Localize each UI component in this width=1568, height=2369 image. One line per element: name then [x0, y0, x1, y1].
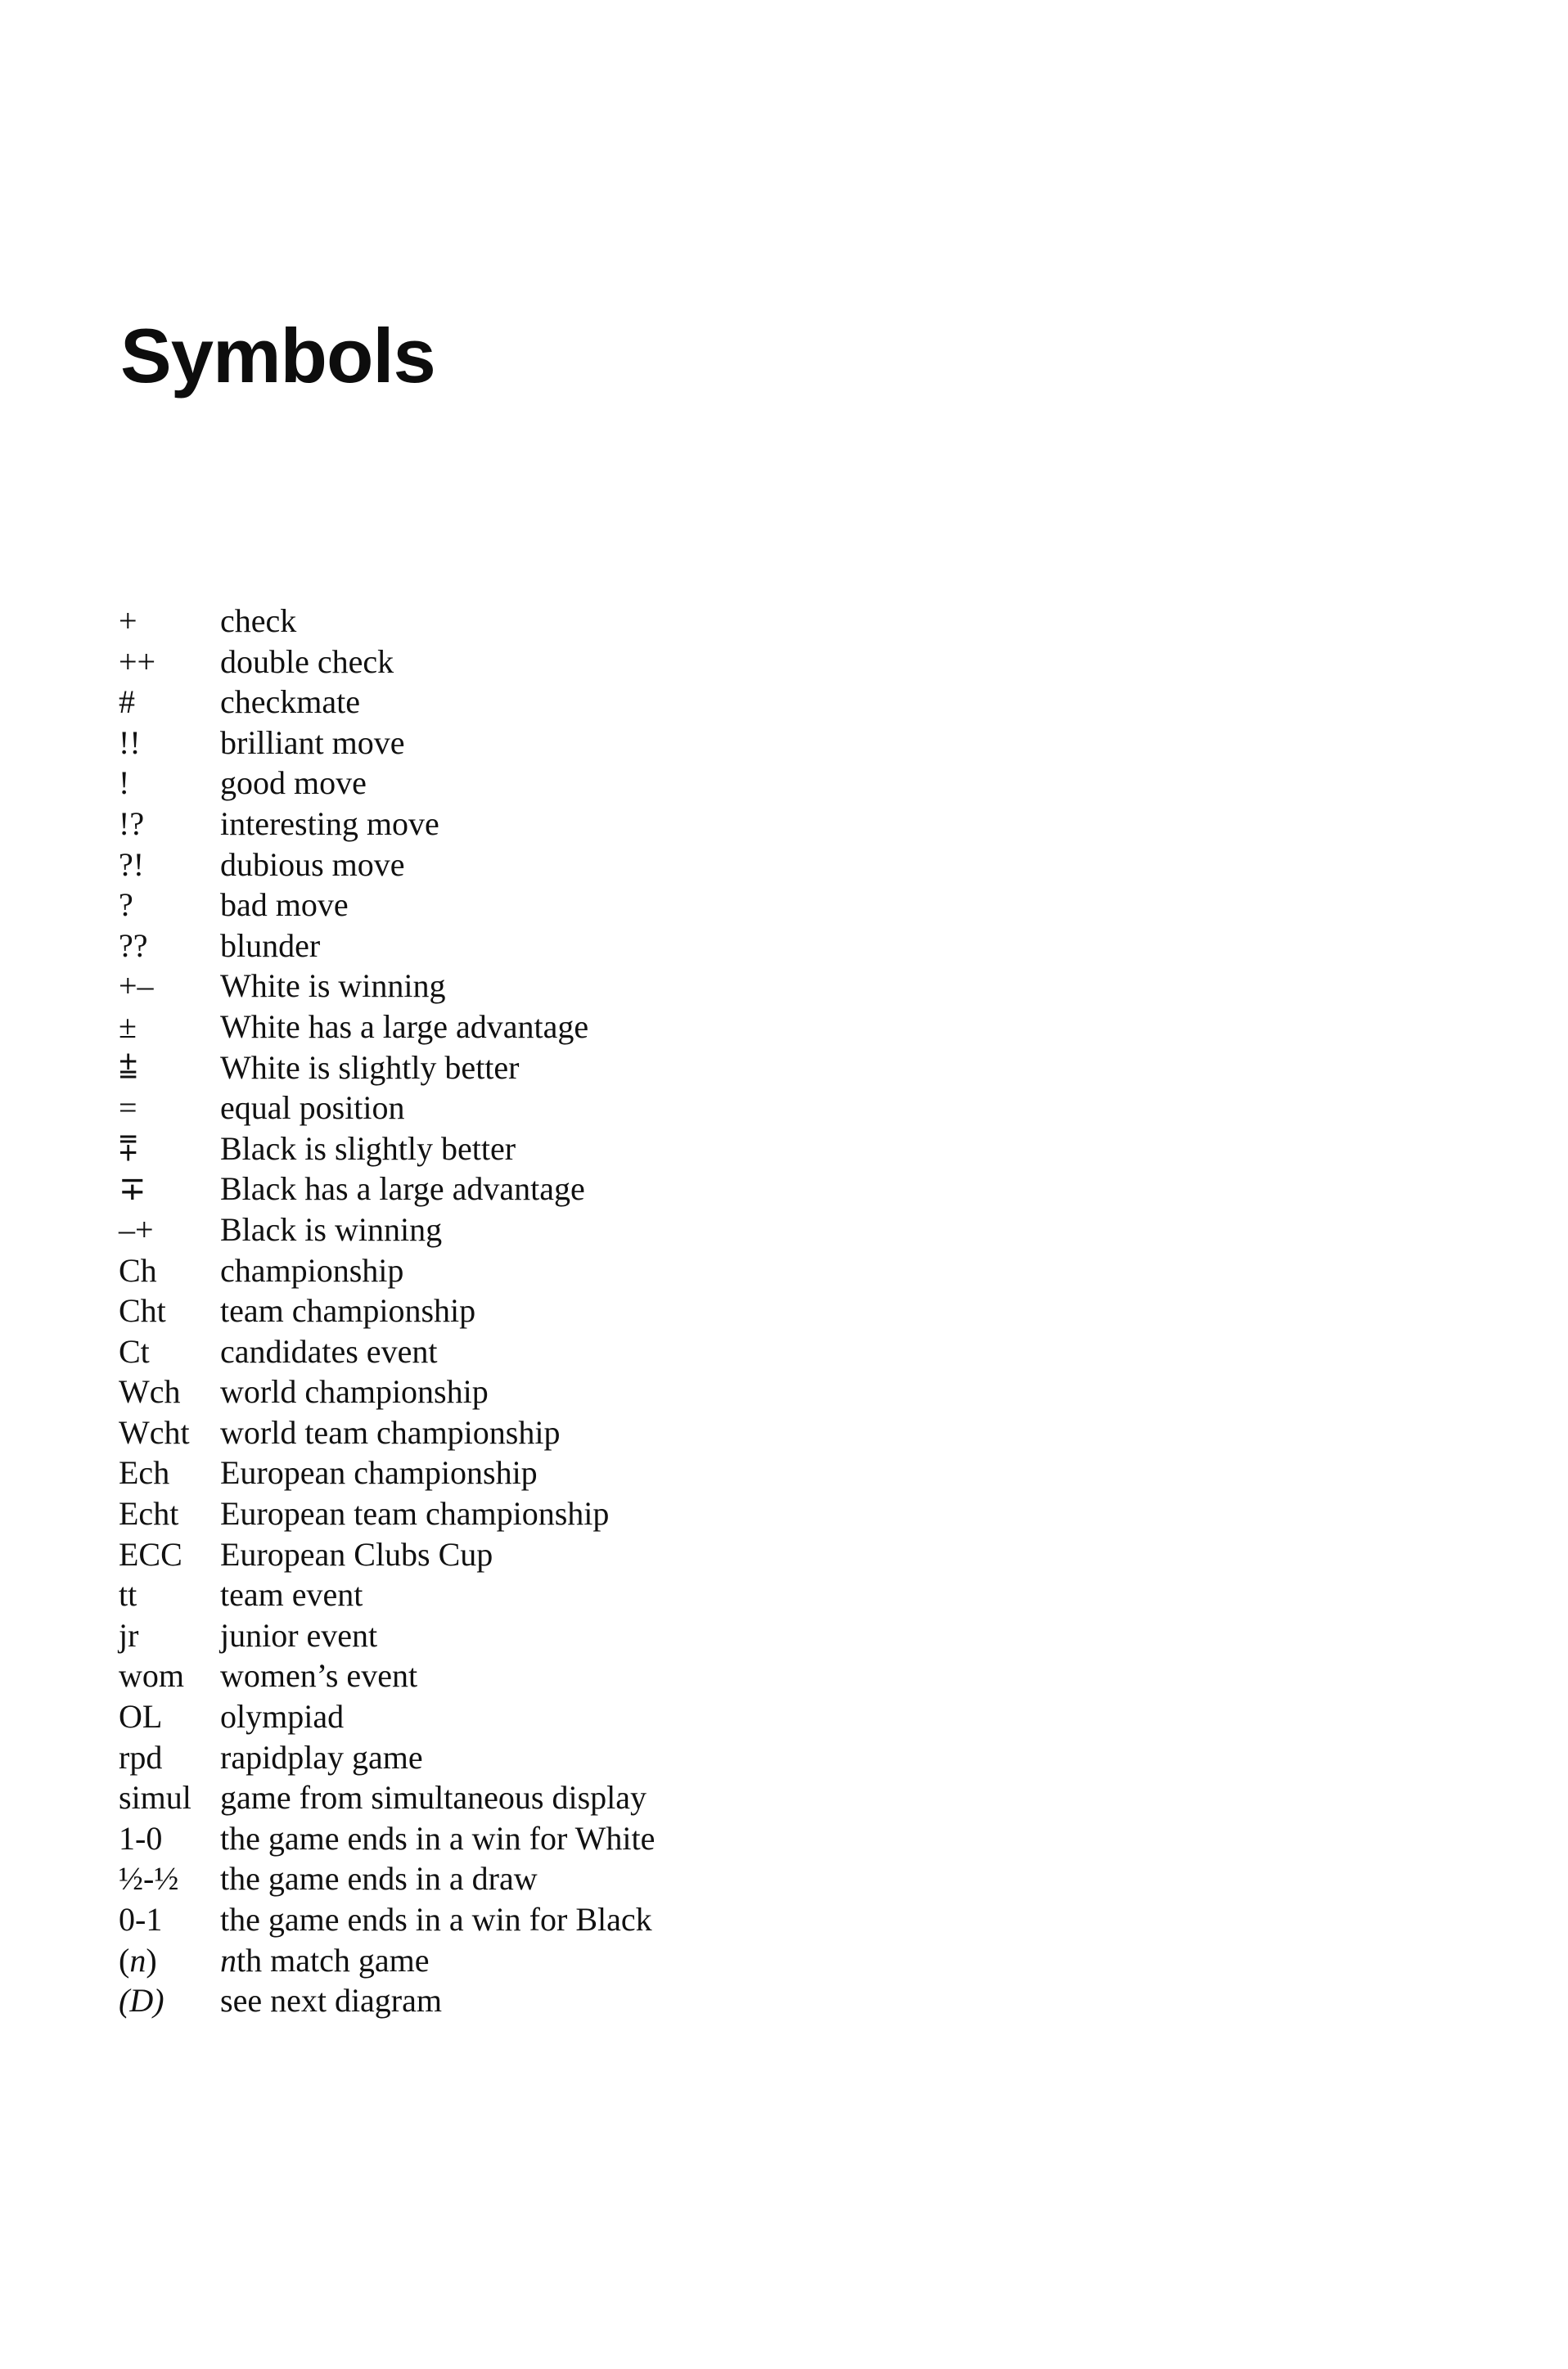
symbol-meaning: see next diagram — [220, 1982, 442, 2020]
symbol: (D) — [119, 1982, 164, 2020]
symbol: # — [119, 683, 135, 721]
symbol-list — [119, 601, 655, 2021]
symbol: –+ — [119, 1210, 154, 1248]
symbol-row — [119, 1980, 655, 2021]
symbol-meaning: olympiad — [220, 1698, 345, 1736]
symbol: Ch — [119, 1251, 157, 1289]
symbol-meaning: double check — [220, 642, 394, 680]
symbol: !! — [119, 723, 141, 761]
symbol: Wch — [119, 1373, 181, 1411]
symbol-row — [119, 1250, 655, 1291]
symbol-row — [119, 1007, 655, 1047]
symbol-meaning: team championship — [220, 1292, 476, 1330]
symbol-row — [119, 642, 655, 682]
symbol-row — [119, 1493, 655, 1534]
symbol-row — [119, 844, 655, 885]
symbol: ± — [119, 1007, 137, 1045]
symbol: (n) — [119, 1941, 157, 1979]
symbol: ∓ — [119, 1170, 146, 1208]
symbol: jr — [119, 1616, 139, 1654]
symbol: ! — [119, 764, 130, 802]
symbol-meaning: the game ends in a draw — [220, 1860, 538, 1898]
symbol-meaning: rapidplay game — [220, 1738, 423, 1776]
symbol-row — [119, 1209, 655, 1250]
symbol-meaning: world team championship — [220, 1413, 561, 1451]
symbol-meaning: junior event — [220, 1616, 378, 1654]
symbol-meaning: good move — [220, 764, 367, 802]
symbol-row — [119, 1290, 655, 1331]
symbol: Echt — [119, 1495, 179, 1533]
symbol-meaning: dubious move — [220, 845, 405, 883]
symbol: + — [119, 602, 137, 639]
symbol-meaning: check — [220, 602, 297, 639]
symbol-row — [119, 804, 655, 844]
symbol-row — [119, 885, 655, 926]
symbol-meaning: game from simultaneous display — [220, 1779, 647, 1817]
symbol-meaning: White is slightly better — [220, 1048, 520, 1086]
symbol-meaning: Black has a large advantage — [220, 1170, 585, 1208]
symbol-meaning: interesting move — [220, 804, 439, 842]
symbol-row — [119, 1412, 655, 1453]
symbol: Cht — [119, 1292, 166, 1330]
symbol: ?? — [119, 926, 148, 964]
symbol: = — [119, 1089, 137, 1127]
symbol-meaning: White has a large advantage — [220, 1007, 589, 1045]
symbol: 0-1 — [119, 1901, 163, 1938]
symbol-row — [119, 1452, 655, 1493]
symbol-meaning: team event — [220, 1576, 363, 1614]
symbol-meaning: nth match game — [220, 1941, 430, 1979]
symbol: ++ — [119, 642, 156, 680]
symbol: wom — [119, 1657, 184, 1695]
symbol-meaning: championship — [220, 1251, 404, 1289]
symbol-meaning: checkmate — [220, 683, 360, 721]
symbol: OL — [119, 1698, 163, 1736]
symbol-row — [119, 966, 655, 1007]
symbol: ⩱ — [119, 1129, 138, 1167]
symbol-meaning: world championship — [220, 1373, 489, 1411]
symbol-meaning: candidates event — [220, 1332, 438, 1370]
symbol-row — [119, 1615, 655, 1656]
symbol: Wcht — [119, 1413, 190, 1451]
symbol-row — [119, 1737, 655, 1778]
symbol-meaning: brilliant move — [220, 723, 405, 761]
symbol-row — [119, 1574, 655, 1615]
symbol-row — [119, 682, 655, 723]
symbol: Ct — [119, 1332, 150, 1370]
symbol-meaning: European team championship — [220, 1495, 610, 1533]
symbol-meaning: blunder — [220, 926, 321, 964]
symbol-row — [119, 1940, 655, 1981]
symbol-meaning: European Clubs Cup — [220, 1535, 493, 1573]
symbol-row — [119, 1655, 655, 1696]
symbol: Ech — [119, 1454, 170, 1492]
symbol-row — [119, 1331, 655, 1372]
symbol: +– — [119, 967, 154, 1005]
symbol: rpd — [119, 1738, 163, 1776]
symbol-meaning: bad move — [220, 886, 349, 924]
symbol-row — [119, 1777, 655, 1818]
symbol-row — [119, 763, 655, 804]
page-title: Symbols — [120, 313, 435, 399]
symbol-row — [119, 1696, 655, 1737]
symbol: ECC — [119, 1535, 182, 1573]
symbol-row — [119, 1169, 655, 1209]
symbol-row — [119, 1899, 655, 1940]
symbol: ½-½ — [119, 1860, 179, 1898]
symbol: ? — [119, 886, 133, 924]
symbol: ?! — [119, 845, 145, 883]
symbol-row — [119, 1047, 655, 1088]
symbol-row — [119, 1858, 655, 1899]
symbol-row — [119, 1534, 655, 1575]
symbol-row — [119, 1128, 655, 1169]
symbol-meaning: Black is slightly better — [220, 1129, 516, 1167]
symbol: 1-0 — [119, 1819, 163, 1857]
symbol-row — [119, 723, 655, 763]
symbol-row — [119, 926, 655, 966]
symbol: simul — [119, 1779, 191, 1817]
symbol-row — [119, 601, 655, 642]
symbol-row — [119, 1088, 655, 1128]
symbol-meaning: the game ends in a win for White — [220, 1819, 656, 1857]
symbol-meaning: equal position — [220, 1089, 405, 1127]
symbol: tt — [119, 1576, 137, 1614]
symbol: ⩲ — [119, 1048, 138, 1086]
symbol-meaning: Black is winning — [220, 1210, 443, 1248]
symbol-meaning: White is winning — [220, 967, 446, 1005]
symbol-row — [119, 1818, 655, 1859]
symbol-meaning: the game ends in a win for Black — [220, 1901, 652, 1938]
symbol-meaning: European championship — [220, 1454, 538, 1492]
symbol-row — [119, 1371, 655, 1412]
symbol-meaning: women’s event — [220, 1657, 418, 1695]
symbol: !? — [119, 804, 145, 842]
